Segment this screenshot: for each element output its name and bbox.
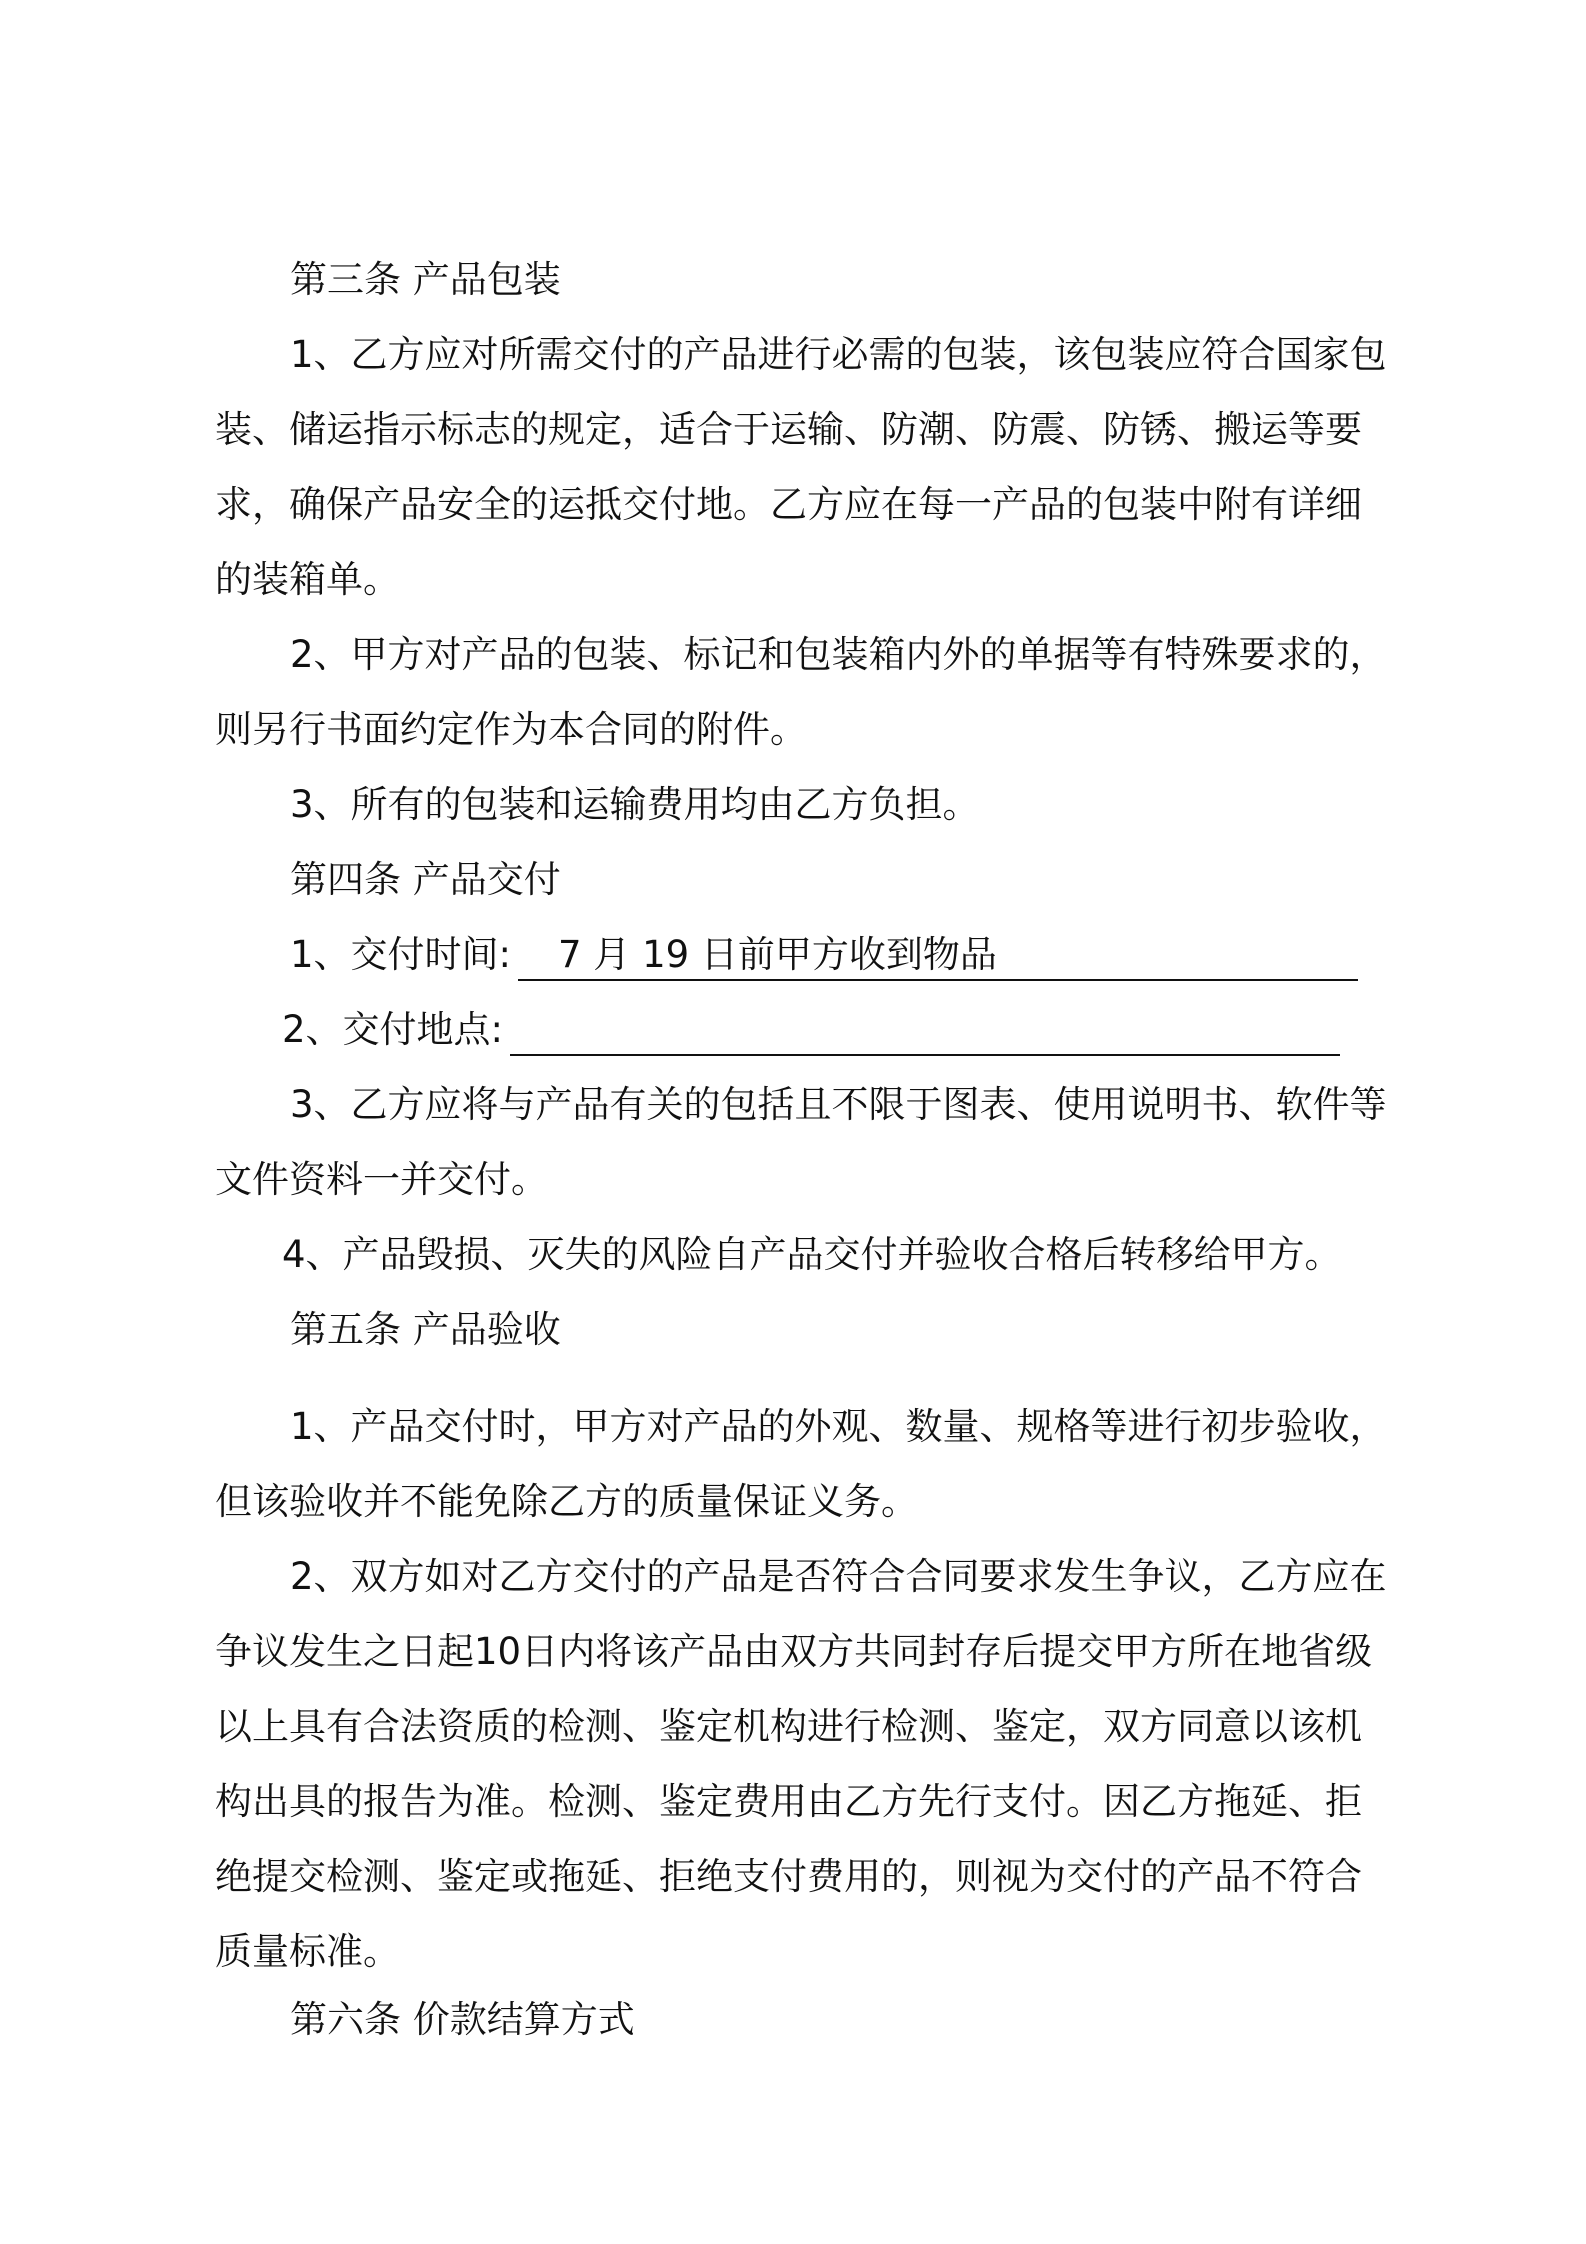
- art5-para1-line2: 但该验收并不能免除乙方的质量保证义务。: [215, 1480, 918, 1523]
- delivery-place-field[interactable]: [510, 1008, 1340, 1056]
- art5-para2-line2: 争议发生之日起10日内将该产品由双方共同封存后提交甲方所在地省级: [215, 1630, 1373, 1673]
- delivery-time-label: 1、交付时间:: [290, 933, 512, 976]
- art3-para2-line2: 则另行书面约定作为本合同的附件。: [215, 708, 807, 751]
- art5-para2-line3: 以上具有合法资质的检测、鉴定机构进行检测、鉴定，双方同意以该机: [215, 1705, 1362, 1748]
- delivery-place-row: [282, 1008, 1382, 1064]
- art3-para2-line1: 2、甲方对产品的包装、标记和包装箱内外的单据等有特殊要求的，: [290, 633, 1387, 676]
- art5-para2-line1: 2、双方如对乙方交付的产品是否符合合同要求发生争议，乙方应在: [290, 1555, 1387, 1598]
- article-6-heading: 第六条 价款结算方式: [290, 1998, 635, 2041]
- art5-para2-line5: 绝提交检测、鉴定或拖延、拒绝支付费用的，则视为交付的产品不符合: [215, 1855, 1362, 1898]
- article-4-heading: 第四条 产品交付: [290, 858, 561, 901]
- article-3-heading: 第三条 产品包装: [290, 258, 561, 301]
- art5-para2-line4: 构出具的报告为准。检测、鉴定费用由乙方先行支付。因乙方拖延、拒: [215, 1780, 1362, 1823]
- art3-para1-line3: 求，确保产品安全的运抵交付地。乙方应在每一产品的包装中附有详细: [215, 483, 1362, 526]
- art4-para3-line1: 3、乙方应将与产品有关的包括且不限于图表、使用说明书、软件等: [290, 1083, 1387, 1126]
- delivery-time-row: [290, 933, 1390, 989]
- art5-para2-line6: 质量标准。: [215, 1930, 400, 1973]
- art3-para1-line2: 装、储运指示标志的规定，适合于运输、防潮、防震、防锈、搬运等要: [215, 408, 1362, 451]
- art4-para4-line1: 4、产品毁损、灭失的风险自产品交付并验收合格后转移给甲方。: [282, 1233, 1342, 1276]
- art3-para1-line1: 1、乙方应对所需交付的产品进行必需的包装，该包装应符合国家包: [290, 333, 1387, 376]
- delivery-time-value: 7 月 19 日前甲方收到物品: [558, 933, 997, 976]
- art5-para1-line1: 1、产品交付时，甲方对产品的外观、数量、规格等进行初步验收，: [290, 1405, 1387, 1448]
- article-5-heading: 第五条 产品验收: [290, 1308, 561, 1351]
- delivery-place-label: 2、交付地点:: [282, 1008, 504, 1051]
- art3-para3-line1: 3、所有的包装和运输费用均由乙方负担。: [290, 783, 980, 826]
- art4-para3-line2: 文件资料一并交付。: [215, 1158, 548, 1201]
- art3-para1-line4: 的装箱单。: [215, 558, 400, 601]
- delivery-time-field[interactable]: [518, 933, 1358, 981]
